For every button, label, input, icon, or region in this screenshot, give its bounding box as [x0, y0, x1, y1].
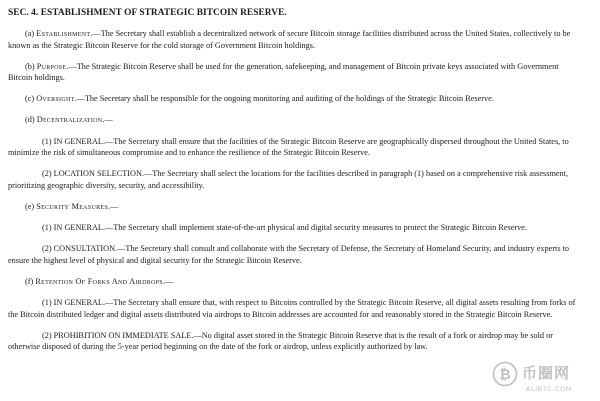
- paragraph-f-label: (f): [25, 276, 36, 286]
- paragraph-f-1: (1) IN GENERAL.—The Secretary shall ensure that, with respect to Bitcoins controlled by the Strategic Bitcoin Reserve, all digital assets resulting from forks of the Bitcoin distributed ledger and digital assets distributed via airdrops to Bitcoin addresses are accounted for and reasonably stored in the Strategic Bitcoin Reserve.: [8, 297, 576, 319]
- paragraph-a-label: (a): [25, 29, 37, 38]
- paragraph-b: [8, 61, 578, 84]
- paragraph-c: [8, 93, 578, 105]
- paragraph-d-1: (1) IN GENERAL.—The Secretary shall ensure that the facilities of the Strategic Bitcoin Reserve are geographically dispersed throughout the United States, to minimize the risk of simultaneous compromise and to enhance the resilience of the Strategic Bitcoin Reserve.: [8, 136, 569, 158]
- paragraph-b-label: (b): [25, 61, 37, 71]
- paragraph-d-title: Decentralization: [36, 115, 103, 125]
- bitcoin-coin-icon: [492, 361, 518, 387]
- paragraph-a: [8, 28, 578, 51]
- paragraph-c-title: Oversight: [36, 94, 75, 104]
- watermark-url: ALIBTC.COM: [526, 385, 572, 393]
- paragraph-c-label: (c): [25, 94, 37, 104]
- svg-text:₿: ₿: [499, 367, 511, 383]
- paragraph-e: [8, 201, 578, 213]
- paragraph-e-label: (e): [25, 201, 37, 211]
- watermark: [492, 359, 596, 399]
- paragraph-f-2: (2) PROHIBITION ON IMMEDIATE SALE.—No digital asset stored in the Strategic Bitcoin Reserve that is the result of a fork or airdrop may be sold or otherwise disposed of during the 5-year period beginning on the date of the fork or airdrop, unless explicitly authorized by law.: [8, 330, 553, 352]
- paragraph-e-1: (1) IN GENERAL.—The Secretary shall implement state-of-the-art physical and digital security measures to protect the Strategic Bitcoin Reserve.: [42, 223, 527, 233]
- paragraph-d-2: (2) LOCATION SELECTION.—The Secretary shall select the locations for the facilities described in paragraph (1) based on a comprehensive risk assessment, prioritizing geographic diversity, security, and accessibility.: [8, 169, 569, 190]
- paragraph-b-text: .—The Strategic Bitcoin Reserve shall be used for the generation, safekeeping, and management of Bitcoin private keys associated with Government Bitcoin holdings.: [8, 61, 559, 83]
- paragraph-f-text: .—: [162, 276, 174, 286]
- paragraph-b-title: Purpose: [36, 61, 67, 71]
- paragraph-e-text: .—: [108, 201, 119, 211]
- paragraph-c-text: .—The Secretary shall be responsible for the ongoing monitoring and auditing of the holdings of the Strategic Bitcoin Reserve.: [74, 94, 494, 104]
- section-heading: SEC. 4. ESTABLISHMENT OF STRATEGIC BITCOIN RESERVE.: [8, 8, 287, 18]
- paragraph-f: [8, 276, 578, 288]
- paragraph-a-title: Establishment: [36, 29, 91, 38]
- watermark-text: 币圈网: [522, 364, 571, 382]
- paragraph-a-text: .—The Secretary shall establish a decentralized network of secure Bitcoin storage facilities distributed across the United States, collectively to be known as the Strategic Bitcoin Reserve for the cold storage of Government Bitcoin holdings.: [8, 29, 571, 50]
- paragraph-e-title: Security Measures: [36, 201, 108, 211]
- paragraph-f-title: Retention Of Forks And Airdrops: [35, 276, 163, 286]
- paragraph-e-2: (2) CONSULTATION.—The Secretary shall consult and collaborate with the Secretary of Defense, the Secretary of Homeland Security, and industry experts to ensure the highest level of physical and digital security for the Strategic Bitcoin Reserve.: [8, 244, 570, 265]
- paragraph-d-label: (d): [25, 115, 37, 125]
- paragraph-d-text: .—: [102, 115, 113, 125]
- paragraph-d: [8, 114, 578, 126]
